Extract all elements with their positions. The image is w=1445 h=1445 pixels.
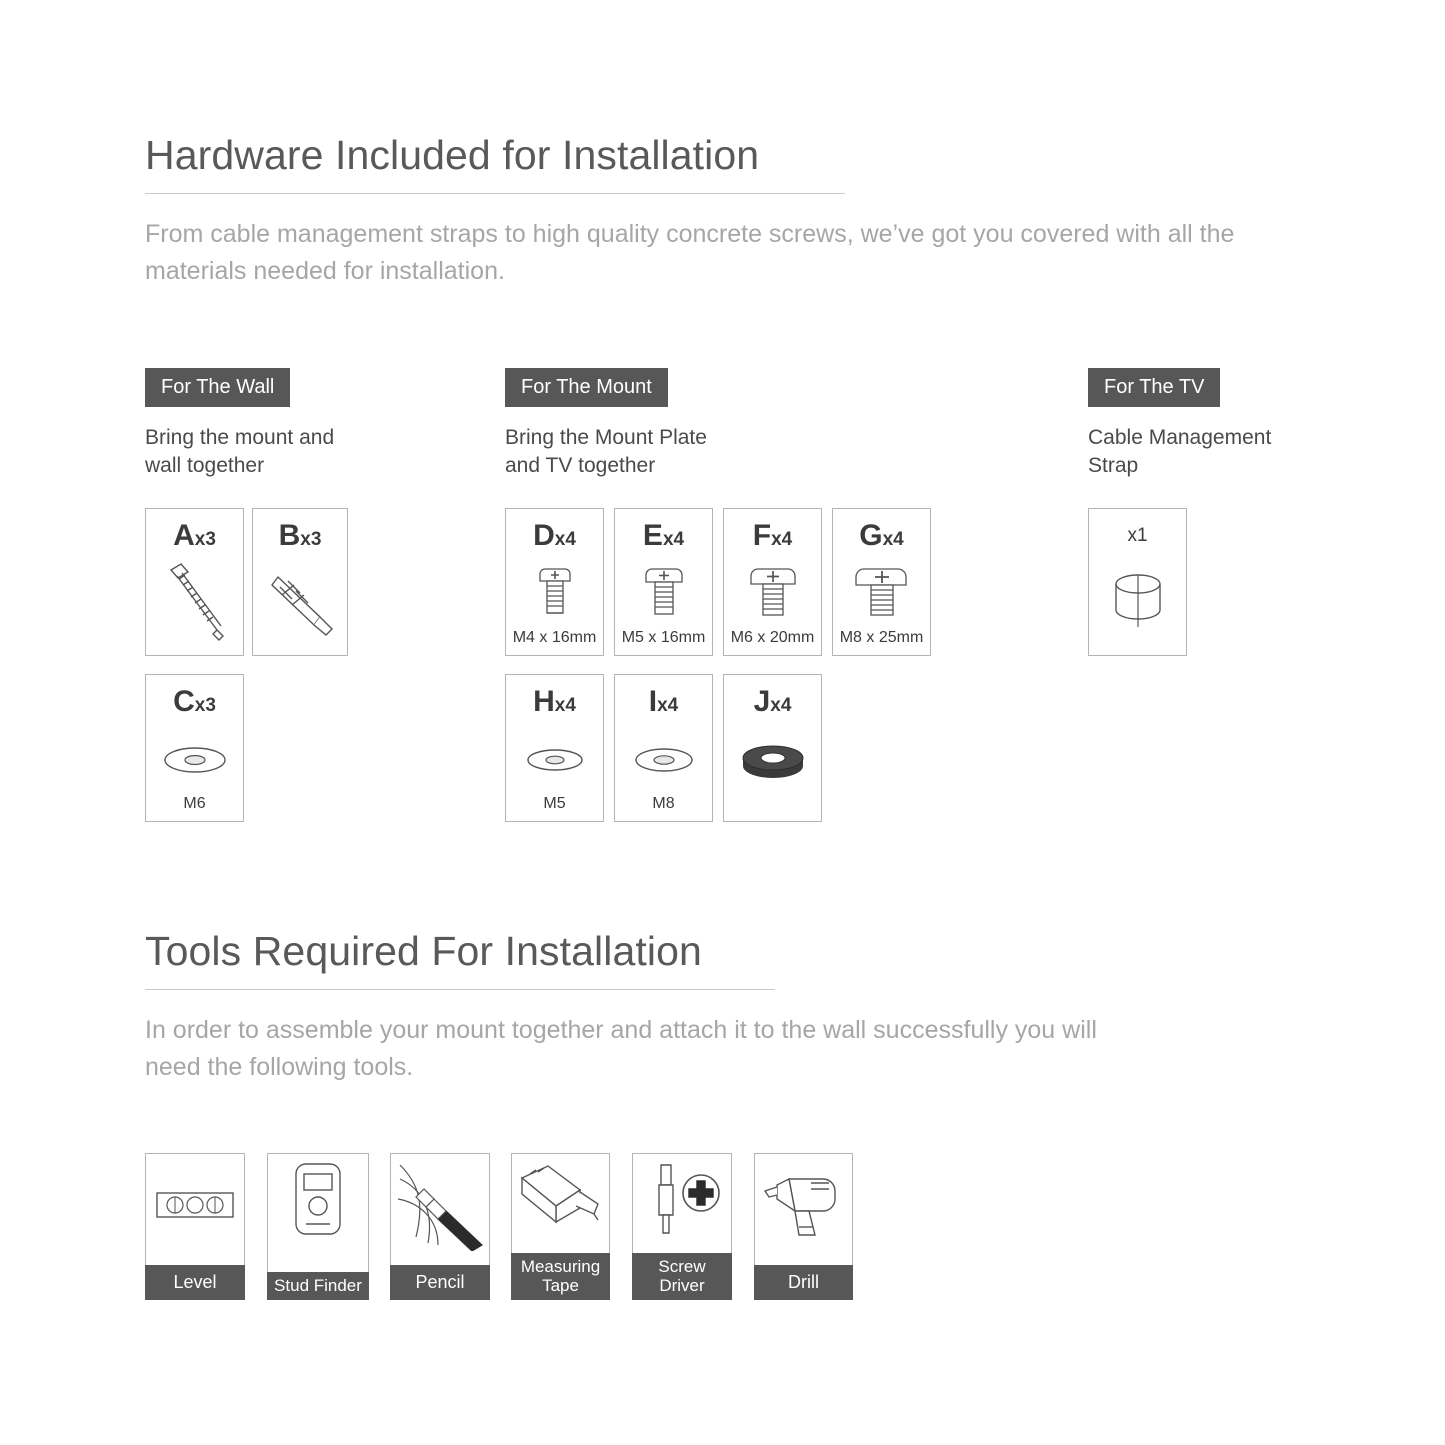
part-box-h (505, 674, 604, 822)
group-label-wall: For The Wall (145, 368, 290, 407)
flat-washer-icon (615, 733, 712, 787)
tool-level (145, 1153, 245, 1300)
group-label-tv: For The TV (1088, 368, 1220, 407)
hardware-title-rule (145, 193, 845, 194)
group-for-the-mount (505, 368, 965, 480)
group-for-the-tv (1088, 368, 1338, 480)
machine-screw-icon (506, 559, 603, 625)
part-box-cable-strap (1088, 508, 1187, 656)
tool-label-stud-finder: Stud Finder (267, 1272, 369, 1300)
hardware-section (145, 132, 1305, 290)
part-code-b: Bx3 (278, 519, 322, 552)
tool-label-level: Level (145, 1265, 245, 1300)
part-box-i (614, 674, 713, 822)
tool-measuring-tape (511, 1153, 610, 1300)
measuring-tape-icon (512, 1158, 609, 1243)
part-qty-cable-strap: x1 (1127, 525, 1148, 546)
group-subtitle-mount: Bring the Mount Plate and TV together (505, 426, 707, 477)
cable-strap-icon (1089, 563, 1186, 641)
screwdriver-icon (633, 1158, 731, 1243)
part-box-f (723, 508, 822, 656)
part-box-c (145, 674, 244, 822)
part-spec-d: M4 x 16mm (512, 629, 597, 646)
group-label-mount: For The Mount (505, 368, 668, 407)
group-subtitle-tv: Cable Management Strap (1088, 426, 1272, 477)
part-spec-e: M5 x 16mm (621, 629, 706, 646)
part-spec-f: M6 x 20mm (730, 629, 815, 646)
pencil-icon (391, 1158, 489, 1251)
part-code-c: Cx3 (173, 685, 216, 718)
part-box-j (723, 674, 822, 822)
part-code-h: Hx4 (533, 685, 576, 718)
part-spec-c: M6 (183, 795, 206, 812)
part-box-b (252, 508, 348, 656)
tool-drill (754, 1153, 853, 1300)
wall-anchor-icon (253, 559, 347, 647)
tool-stud-finder (267, 1153, 369, 1300)
tools-description: In order to assemble your mount together and attach it to the wall successfully you will need the following tools. (145, 1016, 1097, 1081)
machine-screw-icon (724, 559, 821, 625)
tools-title: Tools Required For Installation (145, 928, 702, 974)
part-box-a (145, 508, 244, 656)
tool-pencil (390, 1153, 490, 1300)
machine-screw-icon (615, 559, 712, 625)
level-icon (146, 1158, 244, 1251)
tool-label-drill: Drill (754, 1265, 853, 1300)
part-code-i: Ix4 (648, 685, 679, 718)
part-code-g: Gx4 (859, 519, 904, 552)
part-box-g (832, 508, 931, 656)
spacer-ring-icon (724, 731, 821, 801)
lag-bolt-icon (146, 559, 243, 647)
tool-label-screw-driver: Screw Driver (632, 1253, 732, 1300)
part-spec-g: M8 x 25mm (839, 629, 924, 646)
tools-title-rule (145, 989, 775, 990)
hardware-description: From cable management straps to high quality concrete screws, we’ve got you covered with all the materials needed for installation. (145, 220, 1235, 285)
machine-screw-icon (833, 559, 930, 625)
part-spec-i: M8 (652, 795, 675, 812)
part-code-a: Ax3 (173, 519, 216, 552)
tool-screw-driver (632, 1153, 732, 1300)
group-subtitle-wall: Bring the mount and wall together (145, 426, 335, 477)
part-code-f: Fx4 (752, 519, 793, 552)
flat-washer-icon (146, 733, 243, 787)
part-code-d: Dx4 (533, 519, 576, 552)
stud-finder-icon (268, 1158, 368, 1243)
part-box-d (505, 508, 604, 656)
tool-label-pencil: Pencil (390, 1265, 490, 1300)
hardware-title: Hardware Included for Installation (145, 132, 760, 178)
tools-section (145, 928, 1305, 1086)
part-box-e (614, 508, 713, 656)
flat-washer-icon (506, 733, 603, 787)
drill-icon (755, 1158, 852, 1251)
part-spec-h: M5 (543, 795, 566, 812)
group-for-the-wall (145, 368, 465, 480)
part-code-j: Jx4 (753, 685, 792, 718)
tool-label-measuring-tape: Measuring Tape (511, 1253, 610, 1300)
part-code-e: Ex4 (642, 519, 685, 552)
